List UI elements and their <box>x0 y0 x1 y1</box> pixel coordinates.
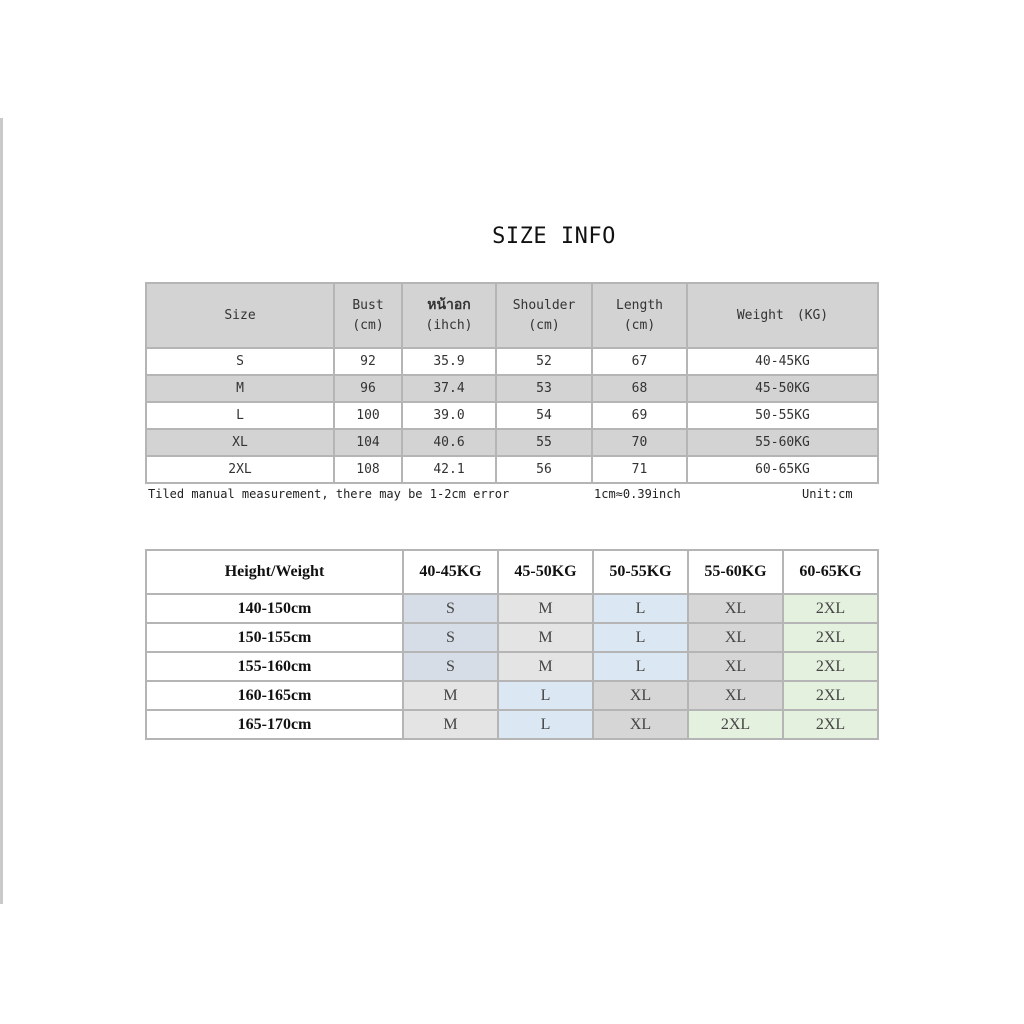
cell-bust-in: 40.6 <box>402 429 496 456</box>
hw-size-cell: M <box>498 623 593 652</box>
hw-col-header: 50-55KG <box>593 550 688 594</box>
hw-header-row <box>146 550 878 594</box>
header-bust <box>334 283 402 348</box>
table-row <box>146 375 878 402</box>
hw-corner-header: Height/Weight <box>146 550 403 594</box>
hw-size-cell: XL <box>593 710 688 739</box>
hw-size-cell: XL <box>688 594 783 623</box>
cell-bust-cm: 108 <box>334 456 402 483</box>
page-title: SIZE INFO <box>492 224 616 249</box>
cell-bust-in: 37.4 <box>402 375 496 402</box>
cell-length: 68 <box>592 375 687 402</box>
header-length-label: Length <box>616 297 663 313</box>
hw-row-height: 155-160cm <box>146 652 403 681</box>
cell-bust-cm: 92 <box>334 348 402 375</box>
cell-weight: 50-55KG <box>687 402 878 429</box>
cell-length: 70 <box>592 429 687 456</box>
hw-size-cell: XL <box>593 681 688 710</box>
cell-bust-in: 42.1 <box>402 456 496 483</box>
cell-shoulder: 55 <box>496 429 592 456</box>
hw-size-cell: L <box>593 623 688 652</box>
header-bust-thai: หน้าอก <box>427 297 471 313</box>
hw-col-header: 60-65KG <box>783 550 878 594</box>
hw-row-height: 165-170cm <box>146 710 403 739</box>
hw-size-cell: XL <box>688 623 783 652</box>
header-size: Size <box>146 283 334 348</box>
hw-col-header: 45-50KG <box>498 550 593 594</box>
hw-size-cell: M <box>498 594 593 623</box>
cell-weight: 55-60KG <box>687 429 878 456</box>
conversion-note: 1cm≈0.39inch <box>594 487 681 501</box>
hw-size-cell: L <box>593 594 688 623</box>
hw-size-cell: XL <box>688 681 783 710</box>
hw-size-cell: 2XL <box>783 681 878 710</box>
cell-shoulder: 52 <box>496 348 592 375</box>
cell-size: XL <box>146 429 334 456</box>
cell-length: 67 <box>592 348 687 375</box>
cell-size: 2XL <box>146 456 334 483</box>
table-row <box>146 681 878 710</box>
hw-row-height: 160-165cm <box>146 681 403 710</box>
cell-bust-cm: 100 <box>334 402 402 429</box>
header-weight: Weight (KG) <box>687 283 878 348</box>
hw-size-cell: 2XL <box>688 710 783 739</box>
unit-note: Unit:cm <box>802 487 853 501</box>
table-row <box>146 652 878 681</box>
cell-weight: 45-50KG <box>687 375 878 402</box>
cell-size: S <box>146 348 334 375</box>
header-bust-label: Bust <box>352 297 384 313</box>
hw-size-cell: M <box>403 681 498 710</box>
hw-size-cell: 2XL <box>783 594 878 623</box>
header-shoulder-label: Shoulder <box>512 297 576 313</box>
table-row <box>146 594 878 623</box>
hw-col-header: 55-60KG <box>688 550 783 594</box>
table-row <box>146 402 878 429</box>
hw-size-cell: S <box>403 594 498 623</box>
hw-size-cell: XL <box>688 652 783 681</box>
header-bust-inch <box>402 283 496 348</box>
cell-bust-in: 35.9 <box>402 348 496 375</box>
hw-col-header: 40-45KG <box>403 550 498 594</box>
cell-length: 69 <box>592 402 687 429</box>
table-row <box>146 456 878 483</box>
hw-row-height: 140-150cm <box>146 594 403 623</box>
size-info-table <box>145 282 879 484</box>
cell-shoulder: 56 <box>496 456 592 483</box>
cell-bust-cm: 104 <box>334 429 402 456</box>
hw-size-cell: L <box>498 681 593 710</box>
header-bust-inch-unit: (ihch) <box>425 318 473 333</box>
hw-size-cell: L <box>593 652 688 681</box>
cell-bust-cm: 96 <box>334 375 402 402</box>
measurement-note: Tiled manual measurement, there may be 1-2cm error <box>148 487 510 501</box>
height-weight-table <box>145 549 879 740</box>
table-row <box>146 429 878 456</box>
header-length <box>592 283 687 348</box>
cell-shoulder: 53 <box>496 375 592 402</box>
header-length-unit: (cm) <box>623 317 656 333</box>
cell-size: L <box>146 402 334 429</box>
table-row <box>146 348 878 375</box>
hw-size-cell: 2XL <box>783 652 878 681</box>
hw-size-cell: M <box>403 710 498 739</box>
cell-weight: 60-65KG <box>687 456 878 483</box>
hw-size-cell: 2XL <box>783 623 878 652</box>
header-shoulder-unit: (cm) <box>528 317 560 333</box>
hw-size-cell: M <box>498 652 593 681</box>
table-row <box>146 710 878 739</box>
size-table-header-row <box>146 283 878 348</box>
hw-size-cell: S <box>403 652 498 681</box>
cell-length: 71 <box>592 456 687 483</box>
header-bust-unit: (cm) <box>352 317 384 333</box>
cell-shoulder: 54 <box>496 402 592 429</box>
hw-size-cell: S <box>403 623 498 652</box>
hw-size-cell: L <box>498 710 593 739</box>
cell-weight: 40-45KG <box>687 348 878 375</box>
hw-row-height: 150-155cm <box>146 623 403 652</box>
cell-size: M <box>146 375 334 402</box>
hw-size-cell: 2XL <box>783 710 878 739</box>
header-shoulder <box>496 283 592 348</box>
cell-bust-in: 39.0 <box>402 402 496 429</box>
table-row <box>146 623 878 652</box>
